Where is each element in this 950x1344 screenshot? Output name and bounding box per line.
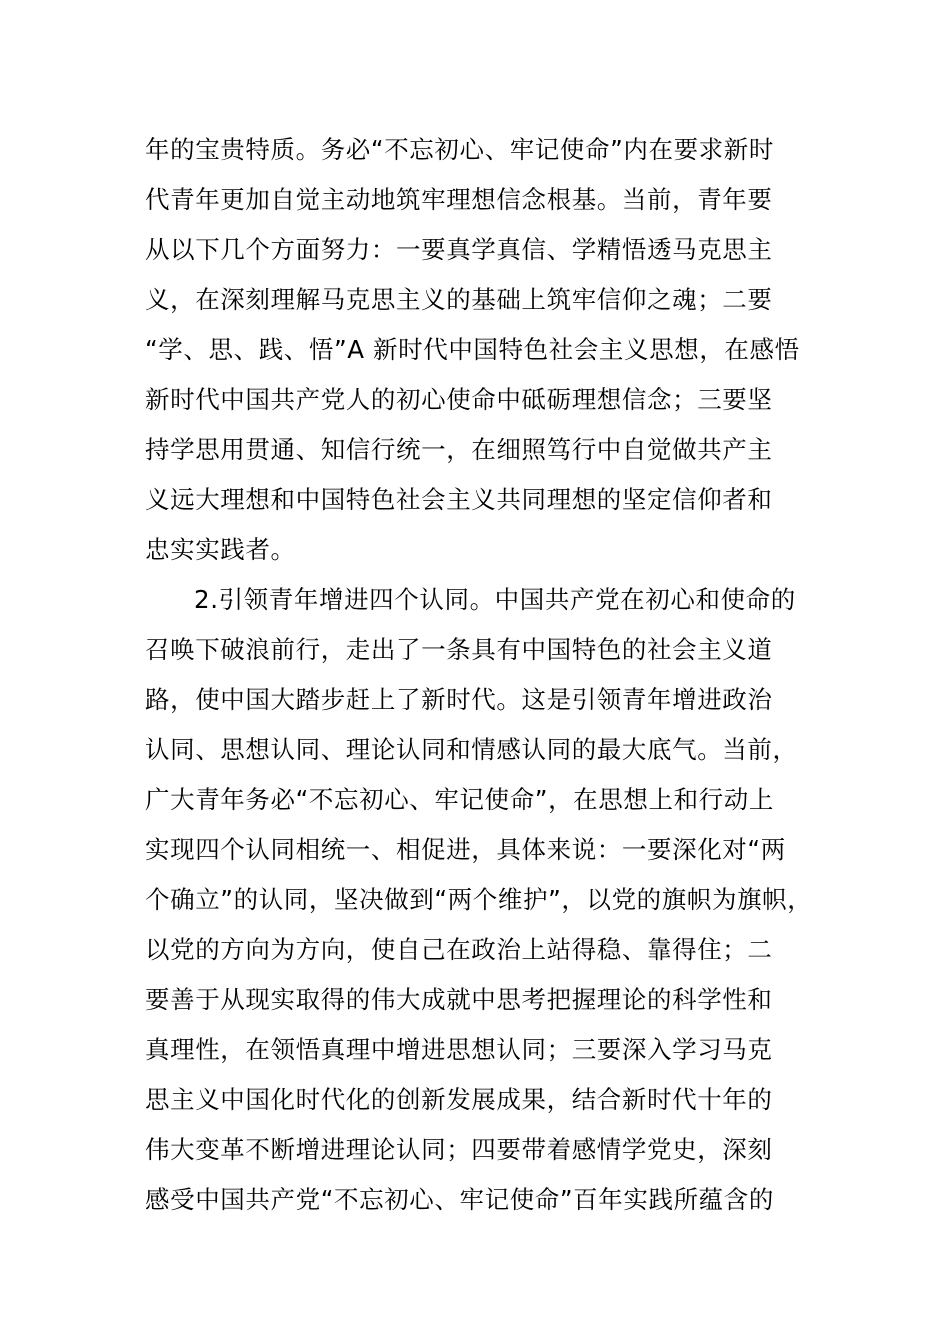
text-line: 年的宝贵特质。务必“不忘初心、牢记使命”内在要求新时 (145, 135, 774, 164)
text-line: 忠实实践者。 (145, 535, 296, 564)
text-line: 代青年更加自觉主动地筑牢理想信念根基。当前，青年要 (145, 185, 773, 214)
text-line: 认同、思想认同、理论认同和情感认同的最大底气。当前， (145, 735, 798, 764)
text-line: 真理性，在领悟真理中增进思想认同；三要深入学习马克 (145, 1035, 773, 1064)
text-line: 伟大变革不断增进理论认同；四要带着感情学党史，深刻 (145, 1135, 773, 1164)
text-line: 个确立”的认同，坚决做到“两个维护”，以党的旗帜为旗帜， (145, 885, 813, 914)
text-line: 路，使中国大踏步赶上了新时代。这是引领青年增进政治 (145, 685, 773, 714)
document-body (145, 125, 825, 1225)
text-line: 义，在深刻理解马克思主义的基础上筑牢信仰之魂；二要 (145, 285, 773, 314)
text-line: 思主义中国化时代化的创新发展成果，结合新时代十年的 (145, 1085, 773, 1114)
paragraph-1 (145, 125, 825, 575)
text-line: 实现四个认同相统一、相促进，具体来说：一要深化对“两 (145, 835, 786, 864)
text-line: 持学思用贯通、知信行统一，在细照笃行中自觉做共产主 (145, 435, 773, 464)
text-line: 新时代中国共产党人的初心使命中砥砺理想信念；三要坚 (145, 385, 773, 414)
text-line: 2.引领青年增进四个认同。中国共产党在初心和使命的 (194, 585, 796, 614)
text-line: 以党的方向为方向，使自己在政治上站得稳、靠得住；二 (145, 935, 773, 964)
text-line: 从以下几个方面努力：一要真学真信、学精悟透马克思主 (145, 235, 773, 264)
text-line: “学、思、践、悟”A 新时代中国特色社会主义思想，在感悟 (145, 335, 800, 364)
paragraph-2 (145, 575, 825, 1225)
text-line: 义远大理想和中国特色社会主义共同理想的坚定信仰者和 (145, 485, 773, 514)
text-line: 感受中国共产党“不忘初心、牢记使命”百年实践所蕴含的 (145, 1185, 774, 1214)
text-line: 召唤下破浪前行，走出了一条具有中国特色的社会主义道 (145, 635, 773, 664)
text-line: 广大青年务必“不忘初心、牢记使命”，在思想上和行动上 (145, 785, 774, 814)
text-line: 要善于从现实取得的伟大成就中思考把握理论的科学性和 (145, 985, 773, 1014)
